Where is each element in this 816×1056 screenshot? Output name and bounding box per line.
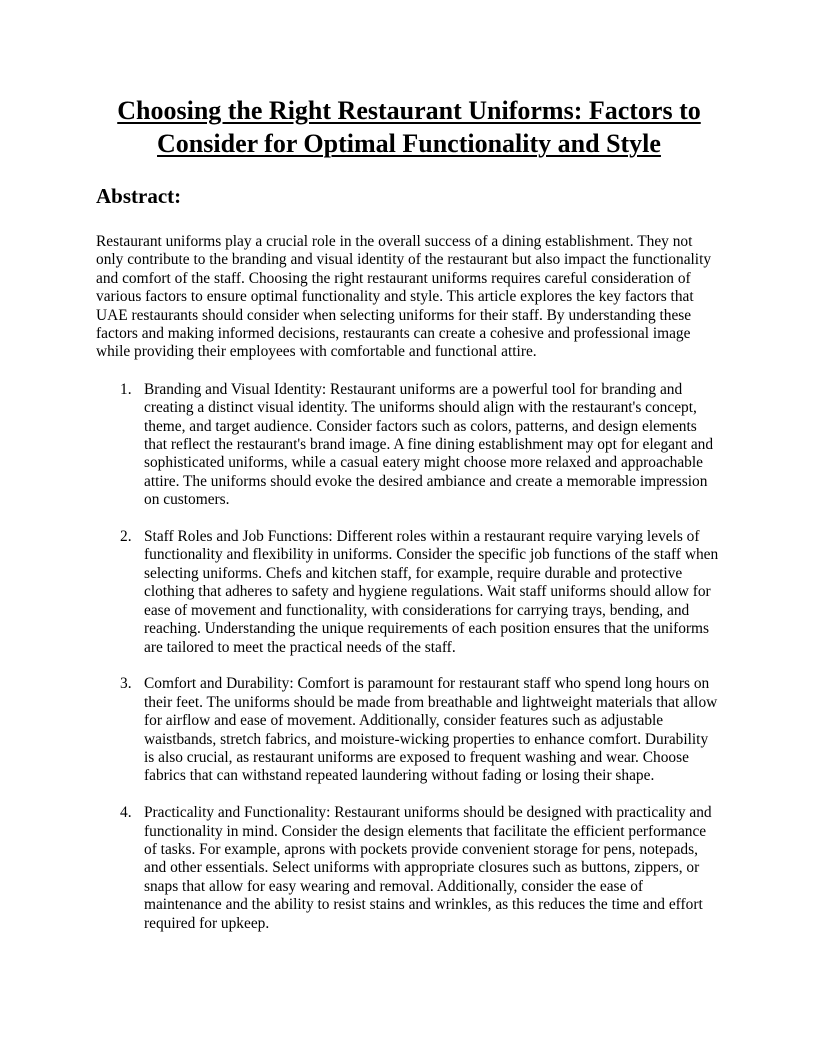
abstract-paragraph: Restaurant uniforms play a crucial role in the overall success of a dining establishment. They not only contribute to the branding and visual identity of the restaurant but also impact the functionality and comfort of the staff. Choosing the right restaurant uniforms requires careful consideration of various factors to ensure optimal functionality and style. This article explores the key factors that UAE restaurants should consider when selecting uniforms for their staff. By understanding these factors and making informed decisions, restaurants can create a cohesive and professional image while providing their employees with comfortable and functional attire.	[96, 233, 712, 361]
list-item	[96, 381, 722, 510]
list-item-number: 4.	[120, 804, 132, 822]
list-item-number: 2.	[120, 528, 132, 546]
list-item-number: 1.	[120, 380, 132, 398]
list-item-text: Comfort and Durability: Comfort is paramount for restaurant staff who spend long hours on their feet. The uniforms should be made from breathable and lightweight materials that allow for airflow and ease of movement. Additionally, consider features such as adjustable waistbands, stretch fabrics, and moisture-wicking properties to enhance comfort. Durability is also crucial, as restaurant uniforms are exposed to frequent washing and wear. Choose fabrics that can withstand repeated laundering without fading or losing their shape.	[144, 675, 718, 785]
list-item-text: Branding and Visual Identity: Restaurant uniforms are a powerful tool for branding and creating a distinct visual identity. The uniforms should align with the restaurant's concept, theme, and target audience. Consider factors such as colors, patterns, and design elements that reflect the restaurant's brand image. A fine dining establishment may opt for elegant and sophisticated uniforms, while a casual eatery might choose more relaxed and approachable attire. The uniforms should evoke the desired ambiance and create a memorable impression on customers.	[144, 380, 714, 509]
list-item-text: Practicality and Functionality: Restaurant uniforms should be designed with practicality and functionality in mind. Consider the design elements that facilitate the efficient performance of tasks. For example, aprons with pockets provide convenient storage for pens, notepads, and other essentials. Select uniforms with appropriate closures such as buttons, zippers, or snaps that allow for easy wearing and removal. Additionally, consider the ease of maintenance and the ability to resist stains and wrinkles, as this reduces the time and effort required for upkeep.	[144, 804, 712, 932]
abstract-heading: Abstract:	[96, 184, 182, 208]
document-page	[96, 94, 722, 951]
list-item	[96, 528, 722, 657]
factor-list	[96, 381, 722, 933]
list-item	[96, 804, 722, 933]
list-item-text: Staff Roles and Job Functions: Different roles within a restaurant require varying levels of functionality and flexibility in uniforms. Consider the specific job functions of the staff when selecting uniforms. Chefs and kitchen staff, for example, require durable and protective clothing that adheres to safety and hygiene regulations. Wait staff uniforms should allow for ease of movement and functionality, with considerations for carrying trays, bending, and reaching. Understanding the unique requirements of each position ensures that the uniforms are tailored to meet the practical needs of the staff.	[144, 528, 719, 656]
list-item-number: 3.	[120, 675, 132, 693]
document-title: Choosing the Right Restaurant Uniforms: Factors to Consider for Optimal Functionality and Style	[117, 96, 701, 158]
list-item	[96, 675, 722, 785]
